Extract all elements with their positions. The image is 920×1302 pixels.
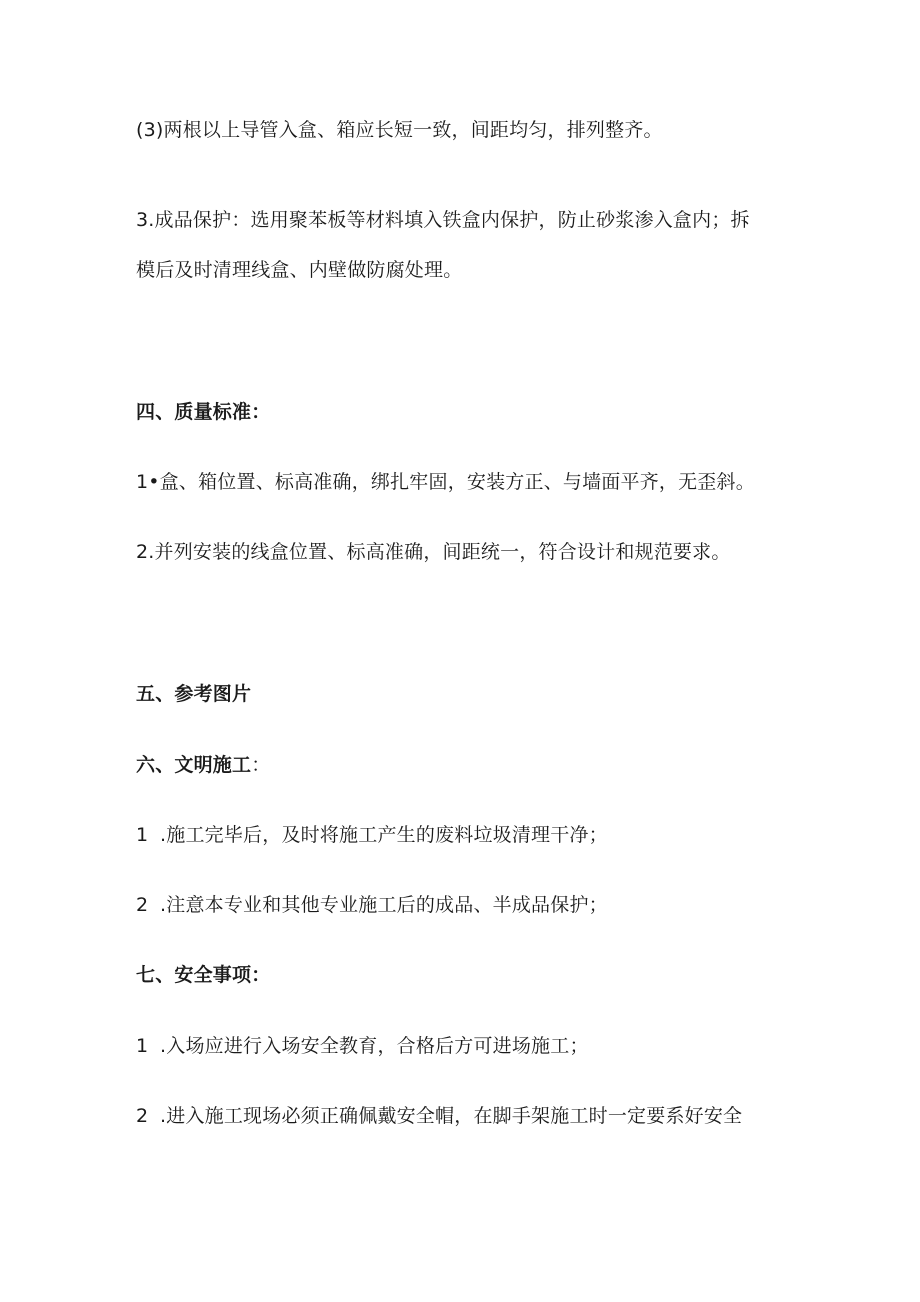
- section-heading-civilized-construction: [136, 752, 270, 778]
- safety-item-2: [136, 1103, 742, 1129]
- list-number: 2: [136, 894, 149, 916]
- list-number: 1: [136, 824, 149, 846]
- paragraph-product-protection-line2: 模后及时清理线盒、内壁做防腐处理。: [136, 259, 463, 281]
- safety-item-1: [136, 1033, 589, 1059]
- section-heading-reference-images: 五、参考图片: [136, 683, 252, 705]
- quality-item-1: 1•盒、箱位置、标高准确，绑扎牢固，安装方正、与墙面平齐，无歪斜。: [136, 471, 755, 493]
- civilized-construction-colon: ：: [251, 754, 271, 776]
- list-number: 1: [136, 1035, 149, 1057]
- civilized-item-1: [136, 822, 608, 848]
- quality-item-2: 2.并列安装的线盒位置、标高准确，间距统一，符合设计和规范要求。: [136, 541, 731, 563]
- section-heading-quality-standard: 四、质量标准：: [136, 401, 271, 423]
- list-number: 2: [136, 1105, 149, 1127]
- civilized-construction-title: 六、文明施工: [136, 754, 252, 776]
- section-heading-safety: 七、安全事项：: [136, 964, 271, 986]
- list-text: .进入施工现场必须正确佩戴安全帽，在脚手架施工时一定要系好安全: [160, 1105, 743, 1127]
- paragraph-conduit-entry: (3)两根以上导管入盒、箱应长短一致，间距均匀，排列整齐。: [136, 119, 663, 141]
- list-text: .入场应进行入场安全教育，合格后方可进场施工；: [160, 1035, 589, 1057]
- list-text: .注意本专业和其他专业施工后的成品、半成品保护；: [160, 894, 608, 916]
- civilized-item-2: [136, 892, 608, 918]
- paragraph-product-protection-line1: 3.成品保护：选用聚苯板等材料填入铁盒内保护，防止砂浆渗入盒内；拆: [136, 209, 750, 231]
- list-text: .施工完毕后，及时将施工产生的废料垃圾清理干净；: [160, 824, 608, 846]
